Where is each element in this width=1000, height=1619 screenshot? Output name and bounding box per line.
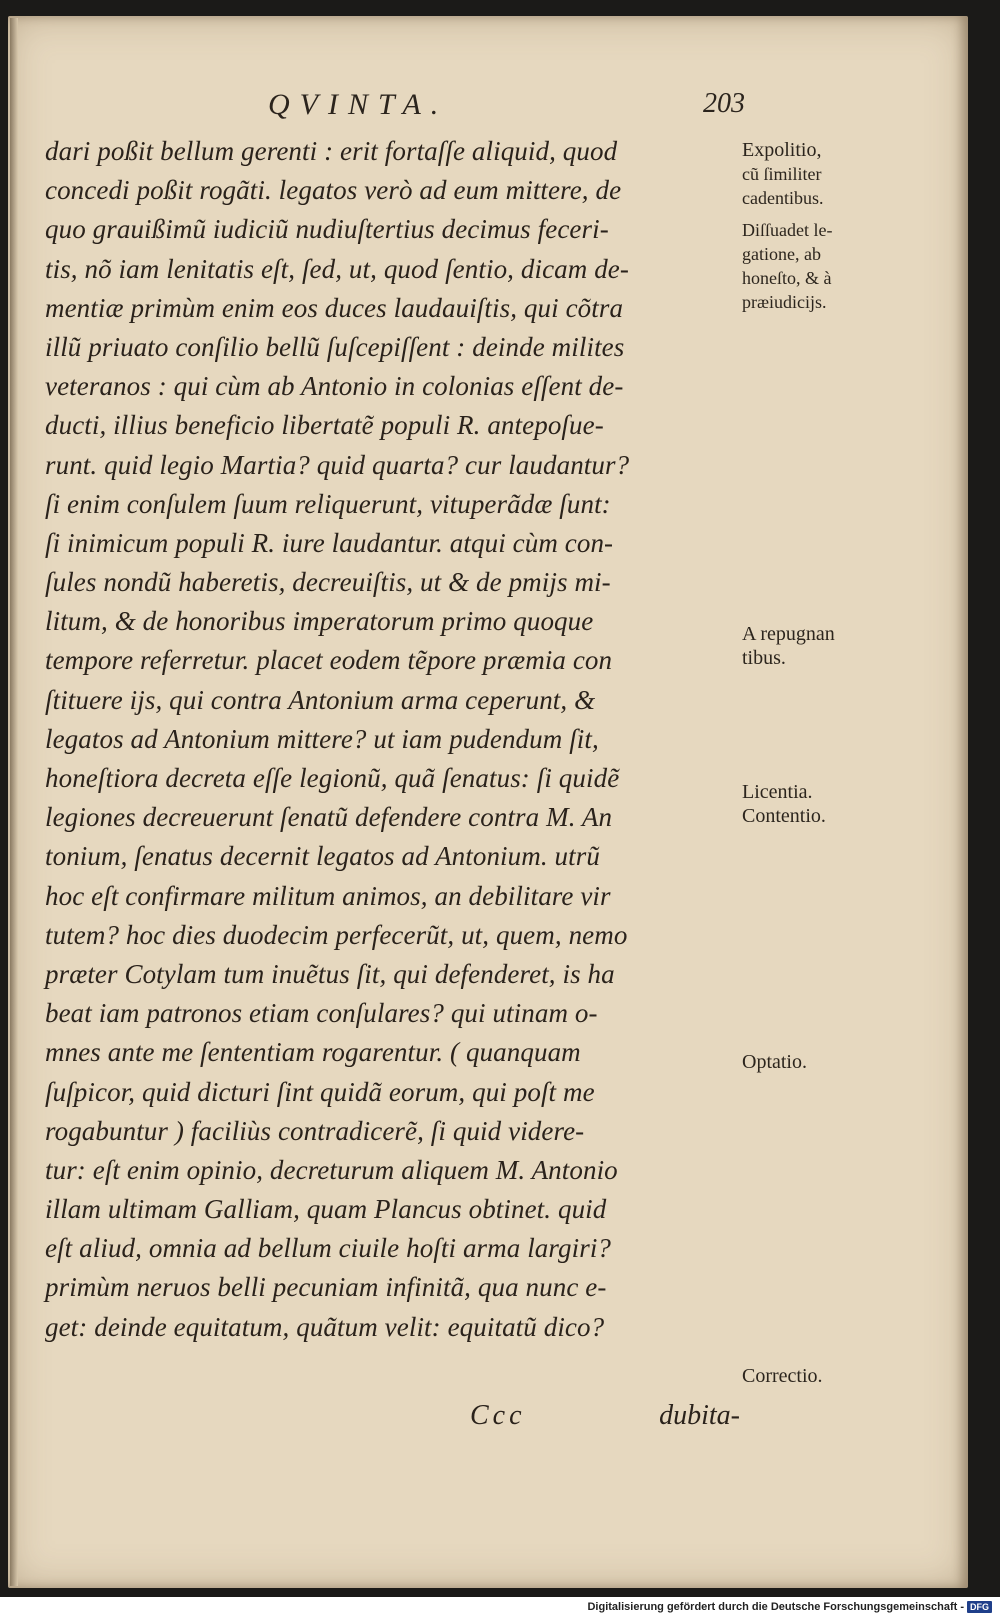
marginal-note [742,622,892,670]
note-line: Diſſuadet le- [742,220,833,240]
text-line: concedi poßit rogãti. legatos verò ad eum mittere, de [45,175,622,206]
text-line: veteranos : qui cùm ab Antonio in colonias eſſent de- [45,371,624,402]
note-line: tibus. [742,647,786,669]
text-line: mentiæ primùm enim eos duces laudauiſtis, qui cõtra [45,292,624,323]
text-line: quo grauißimũ iudiciũ nudiuſtertius decimus feceri- [45,214,609,245]
text-line: ducti, illius beneficio libertatẽ populi R. antepoſue- [45,410,604,441]
marginal-note [742,218,892,314]
marginal-note [742,780,892,828]
text-line: illũ priuato conſilio bellũ ſuſcepiſſent : deinde milites [45,331,625,362]
text-line: dari poßit bellum gerenti : erit fortaſſe aliquid, quod [45,136,618,166]
text-line: runt. quid legio Martia? quid quarta? cur laudantur? [45,449,630,480]
text-line: eſt aliud, omnia ad bellum ciuile hoſti arma largiri? [45,1233,612,1264]
text-line: tonium, ſenatus decernit legatos ad Antonium. utrũ [45,841,600,872]
credit-text: Digitalisierung gefördert durch die Deutsche Forschungsgemeinschaft - [587,1601,964,1613]
note-line: gatione, ab [742,244,821,264]
text-line: ſuſpicor, quid dicturi ſint quidã eorum, qui poſt me [45,1076,595,1107]
page-gutter [10,18,18,1586]
text-line: præter Cotylam tum inuẽtus ſit, qui defenderet, is ha [45,958,615,989]
text-line: tur: eſt enim opinio, decreturum aliquem M. Antonio [45,1154,618,1185]
running-title: QVINTA. [268,88,449,121]
marginal-notes [742,0,892,1450]
note-line: Contentio. [742,805,826,827]
folio-number: 203 [703,88,745,119]
text-line: primùm neruos belli pecuniam infinitã, qua nunc e- [45,1272,607,1303]
text-line: beat iam patronos etiam conſulares? qui utinam o- [45,998,598,1029]
text-line: ſules nondũ haberetis, decreuiſtis, ut & de pmijs mi- [45,567,611,598]
text-line: honeſtiora decreta eſſe legionũ, quã ſenatus: ſi quidẽ [45,763,620,793]
text-line: mnes ante me ſententiam rogarentur. ( quanquam [45,1037,581,1068]
text-line: tempore referretur. placet eodem tẽpore præmia con [45,645,613,676]
dfg-logo: DFG [967,1601,992,1613]
text-line: tis, nõ iam lenitatis eſt, ſed, ut, quod ſentio, dicam de- [45,253,629,284]
note-line: A repugnan [742,623,835,645]
running-head [40,88,745,128]
note-line: honeſto, & à [742,268,832,288]
note-line: Licentia. [742,781,813,803]
text-line: rogabuntur ) faciliùs contradicerẽ, ſi quid videre- [45,1115,585,1146]
text-line: get: deinde equitatum, quãtum velit: equitatũ dico? [45,1311,605,1342]
body-text [45,132,745,1347]
marginal-note [742,1364,892,1388]
note-line: cũ ſimiliter [742,164,822,184]
note-line: præiudicijs. [742,292,827,312]
note-line: Optatio. [742,1051,807,1073]
catchword: dubita- [659,1400,740,1431]
marginal-note [742,138,892,210]
digitization-credit [587,1598,992,1616]
text-line: tutem? hoc dies duodecim perfecerũt, ut, quem, nemo [45,919,628,950]
note-line: Correctio. [742,1365,823,1387]
note-line: cadentibus. [742,188,824,208]
text-line: ſi inimicum populi R. iure laudantur. atqui cùm con- [45,527,614,558]
text-line: legiones decreuerunt ſenatũ defendere contra M. An [45,802,613,833]
text-line: legatos ad Antonium mittere? ut iam pudendum ſit, [45,723,599,754]
signature-mark: Ccc [470,1400,526,1431]
note-line: Expolitio, [742,139,822,161]
marginal-note [742,1050,892,1074]
catchword-line [470,1400,740,1440]
text-line: litum, & de honoribus imperatorum primo quoque [45,606,594,637]
text-line: ſtituere ijs, qui contra Antonium arma ceperunt, & [45,684,596,715]
text-line: illam ultimam Galliam, quam Plancus obtinet. quid [45,1194,607,1225]
text-line: ſi enim conſulem ſuum reliquerunt, vituperãdæ ſunt: [45,488,611,519]
text-line: hoc eſt confirmare militum animos, an debilitare vir [45,880,611,911]
